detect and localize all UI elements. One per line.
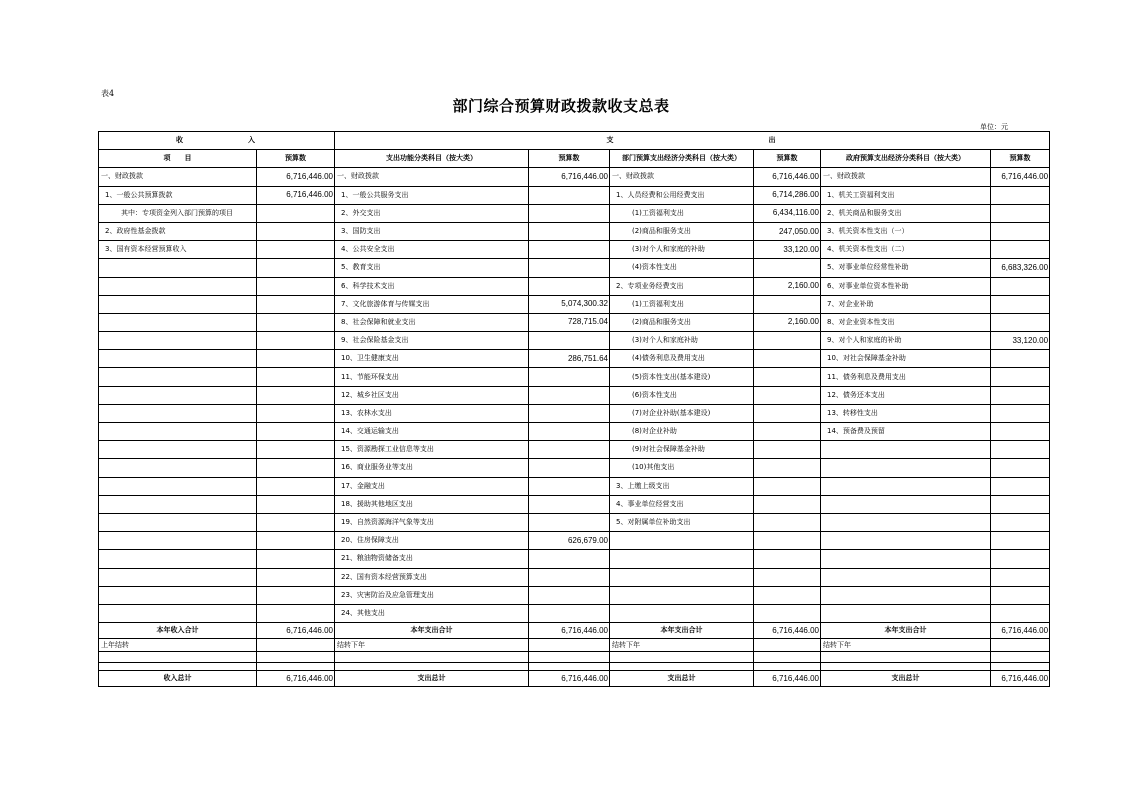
col-header-budget: 预算数 <box>754 150 821 168</box>
col-header-gov-econ: 政府预算支出经济分类科目（按大类） <box>821 150 991 168</box>
gov-econ-budget-cell <box>991 350 1050 368</box>
next-year-carry-label: 结转下年 <box>335 639 529 652</box>
func-item-cell: 4、公共安全支出 <box>335 241 529 259</box>
func-budget-cell <box>529 204 610 222</box>
table-row <box>99 332 1050 350</box>
func-budget-cell <box>529 604 610 622</box>
dept-total-value: 6,716,446.00 <box>754 623 821 639</box>
income-item-cell <box>99 532 257 550</box>
income-item-cell: 3、国有资本经营预算收入 <box>99 241 257 259</box>
dept-econ-budget-cell: 2,160.00 <box>754 313 821 331</box>
income-section-header: 收 入 <box>99 132 335 150</box>
income-budget-cell <box>257 477 335 495</box>
func-budget-cell: 286,751.64 <box>529 350 610 368</box>
func-budget-cell <box>529 586 610 604</box>
gov-econ-item-cell: 10、对社会保障基金补助 <box>821 350 991 368</box>
table-row <box>99 186 1050 204</box>
func-budget-cell <box>529 241 610 259</box>
table-row <box>99 404 1050 422</box>
func-item-cell: 11、节能环保支出 <box>335 368 529 386</box>
unit-label: 单位：元 <box>980 123 1008 131</box>
dept-econ-item-cell: (6)资本性支出 <box>610 386 754 404</box>
dept-econ-item-cell: (10)其他支出 <box>610 459 754 477</box>
col-header-budget: 预算数 <box>257 150 335 168</box>
func-budget-cell: 728,715.04 <box>529 313 610 331</box>
table-row <box>99 423 1050 441</box>
table-row <box>99 222 1050 240</box>
col-header-dept-econ: 部门预算支出经济分类科目（按大类） <box>610 150 754 168</box>
gov-econ-budget-cell <box>991 241 1050 259</box>
dept-econ-item-cell: 5、对附属单位补助支出 <box>610 513 754 531</box>
gov-econ-budget-cell <box>991 186 1050 204</box>
income-item-cell <box>99 477 257 495</box>
table-row <box>99 350 1050 368</box>
income-item-cell: 1、一般公共预算拨款 <box>99 186 257 204</box>
table-number: 表4 <box>101 89 115 98</box>
dept-econ-item-cell: (4)债务利息及费用支出 <box>610 350 754 368</box>
income-item-cell <box>99 332 257 350</box>
func-item-cell: 14、交通运输支出 <box>335 423 529 441</box>
table-row <box>99 368 1050 386</box>
table-row <box>99 204 1050 222</box>
func-budget-cell <box>529 277 610 295</box>
gov-econ-item-cell: 1、机关工资福利支出 <box>821 186 991 204</box>
dept-econ-budget-cell: 247,050.00 <box>754 222 821 240</box>
func-item-cell: 2、外交支出 <box>335 204 529 222</box>
dept-econ-budget-cell <box>754 532 821 550</box>
gov-econ-item-cell: 11、债务利息及费用支出 <box>821 368 991 386</box>
income-budget-cell <box>257 459 335 477</box>
gov-econ-budget-cell <box>991 495 1050 513</box>
func-item-cell: 一、财政拨款 <box>335 168 529 186</box>
gov-econ-item-cell: 12、债务还本支出 <box>821 386 991 404</box>
dept-econ-item-cell: (9)对社会保障基金补助 <box>610 441 754 459</box>
income-item-cell <box>99 386 257 404</box>
dept-econ-budget-cell <box>754 441 821 459</box>
gov-econ-item-cell: 7、对企业补助 <box>821 295 991 313</box>
table-row <box>99 295 1050 313</box>
dept-econ-budget-cell <box>754 332 821 350</box>
table-body <box>99 168 1050 623</box>
gov-econ-budget-cell <box>991 423 1050 441</box>
dept-econ-budget-cell <box>754 477 821 495</box>
dept-econ-budget-cell <box>754 295 821 313</box>
gov-econ-item-cell: 13、转移性支出 <box>821 404 991 422</box>
dept-econ-item-cell <box>610 550 754 568</box>
dept-econ-item-cell: (5)资本性支出(基本建设) <box>610 368 754 386</box>
dept-econ-item-cell: (7)对企业补助(基本建设) <box>610 404 754 422</box>
func-item-cell: 20、住房保障支出 <box>335 532 529 550</box>
income-budget-cell <box>257 495 335 513</box>
blank-row <box>99 652 1050 663</box>
func-item-cell: 10、卫生健康支出 <box>335 350 529 368</box>
gov-econ-budget-cell <box>991 277 1050 295</box>
last-year-carry-label: 上年结转 <box>99 639 257 652</box>
gov-econ-item-cell: 2、机关商品和服务支出 <box>821 204 991 222</box>
func-budget-cell <box>529 386 610 404</box>
gov-grand-total-label: 支出总计 <box>821 671 991 687</box>
func-budget-cell <box>529 513 610 531</box>
income-budget-cell: 6,716,446.00 <box>257 168 335 186</box>
dept-econ-budget-cell <box>754 459 821 477</box>
func-budget-cell <box>529 186 610 204</box>
dept-econ-budget-cell <box>754 368 821 386</box>
income-item-cell <box>99 495 257 513</box>
col-header-func: 支出功能分类科目（按大类） <box>335 150 529 168</box>
gov-econ-item-cell <box>821 441 991 459</box>
empty-cell <box>991 639 1050 652</box>
gov-econ-budget-cell <box>991 222 1050 240</box>
gov-econ-item-cell: 6、对事业单位资本性补助 <box>821 277 991 295</box>
gov-econ-item-cell <box>821 513 991 531</box>
gov-econ-item-cell <box>821 568 991 586</box>
dept-econ-budget-cell <box>754 568 821 586</box>
func-budget-cell <box>529 404 610 422</box>
income-grand-total-label: 收入总计 <box>99 671 257 687</box>
dept-econ-item-cell: (3)对个人和家庭的补助 <box>610 241 754 259</box>
func-budget-cell <box>529 550 610 568</box>
gov-total-label: 本年支出合计 <box>821 623 991 639</box>
income-item-cell <box>99 368 257 386</box>
income-item-cell: 一、财政拨款 <box>99 168 257 186</box>
table-row <box>99 586 1050 604</box>
income-item-cell: 其中：专项资金列入部门预算的项目 <box>99 204 257 222</box>
table-row <box>99 604 1050 622</box>
gov-econ-budget-cell <box>991 368 1050 386</box>
func-item-cell: 18、援助其他地区支出 <box>335 495 529 513</box>
income-grand-total-value: 6,716,446.00 <box>257 671 335 687</box>
page-title: 部门综合预算财政拨款收支总表 <box>452 97 670 115</box>
income-item-cell <box>99 259 257 277</box>
dept-econ-budget-cell <box>754 495 821 513</box>
income-budget-cell <box>257 350 335 368</box>
table-row <box>99 550 1050 568</box>
income-budget-cell <box>257 295 335 313</box>
gov-econ-budget-cell <box>991 404 1050 422</box>
table-row <box>99 386 1050 404</box>
gov-econ-item-cell <box>821 477 991 495</box>
func-item-cell: 22、国有资本经营预算支出 <box>335 568 529 586</box>
dept-econ-item-cell <box>610 568 754 586</box>
empty-cell <box>529 639 610 652</box>
income-total-label: 本年收入合计 <box>99 623 257 639</box>
table-row <box>99 495 1050 513</box>
income-item-cell <box>99 295 257 313</box>
gov-econ-budget-cell <box>991 295 1050 313</box>
func-item-cell: 16、商业服务业等支出 <box>335 459 529 477</box>
func-budget-cell: 6,716,446.00 <box>529 168 610 186</box>
gov-econ-budget-cell <box>991 604 1050 622</box>
dept-econ-budget-cell <box>754 604 821 622</box>
gov-econ-budget-cell <box>991 313 1050 331</box>
table-row <box>99 259 1050 277</box>
col-header-item: 项 目 <box>99 150 257 168</box>
gov-econ-item-cell <box>821 550 991 568</box>
gov-econ-budget-cell <box>991 586 1050 604</box>
func-item-cell: 1、一般公共服务支出 <box>335 186 529 204</box>
col-header-budget: 预算数 <box>991 150 1050 168</box>
dept-econ-budget-cell <box>754 586 821 604</box>
budget-table <box>98 131 1050 687</box>
func-total-label: 本年支出合计 <box>335 623 529 639</box>
func-item-cell: 19、自然资源海洋气象等支出 <box>335 513 529 531</box>
income-budget-cell <box>257 441 335 459</box>
carry-over-row <box>99 639 1050 652</box>
income-budget-cell: 6,716,446.00 <box>257 186 335 204</box>
income-item-cell: 2、政府性基金拨款 <box>99 222 257 240</box>
func-item-cell: 12、城乡社区支出 <box>335 386 529 404</box>
table-row <box>99 168 1050 186</box>
dept-econ-budget-cell: 6,434,116.00 <box>754 204 821 222</box>
gov-econ-item-cell: 5、对事业单位经常性补助 <box>821 259 991 277</box>
func-budget-cell <box>529 368 610 386</box>
func-total-value: 6,716,446.00 <box>529 623 610 639</box>
func-item-cell: 3、国防支出 <box>335 222 529 240</box>
gov-econ-item-cell <box>821 532 991 550</box>
income-item-cell <box>99 423 257 441</box>
dept-econ-budget-cell <box>754 350 821 368</box>
expense-section-header: 支 出 <box>335 132 1050 150</box>
func-item-cell: 7、文化旅游体育与传媒支出 <box>335 295 529 313</box>
dept-grand-total-value: 6,716,446.00 <box>754 671 821 687</box>
dept-econ-budget-cell <box>754 404 821 422</box>
func-budget-cell <box>529 423 610 441</box>
section-header-row <box>99 132 1050 150</box>
dept-econ-item-cell: (1)工资福利支出 <box>610 295 754 313</box>
income-budget-cell <box>257 513 335 531</box>
income-item-cell <box>99 550 257 568</box>
func-item-cell: 5、教育支出 <box>335 259 529 277</box>
dept-econ-item-cell: 1、人员经费和公用经费支出 <box>610 186 754 204</box>
gov-econ-item-cell <box>821 495 991 513</box>
func-budget-cell: 5,074,300.32 <box>529 295 610 313</box>
gov-econ-budget-cell <box>991 204 1050 222</box>
dept-econ-budget-cell: 2,160.00 <box>754 277 821 295</box>
dept-econ-item-cell <box>610 586 754 604</box>
income-budget-cell <box>257 586 335 604</box>
gov-econ-budget-cell <box>991 441 1050 459</box>
func-budget-cell <box>529 477 610 495</box>
income-item-cell <box>99 459 257 477</box>
gov-econ-budget-cell <box>991 568 1050 586</box>
table-row <box>99 513 1050 531</box>
dept-econ-item-cell: (8)对企业补助 <box>610 423 754 441</box>
dept-econ-budget-cell <box>754 513 821 531</box>
func-item-cell: 17、金融支出 <box>335 477 529 495</box>
income-item-cell <box>99 513 257 531</box>
gov-econ-item-cell: 8、对企业资本性支出 <box>821 313 991 331</box>
dept-econ-item-cell: 3、上缴上级支出 <box>610 477 754 495</box>
income-item-cell <box>99 277 257 295</box>
table-row <box>99 459 1050 477</box>
dept-econ-budget-cell <box>754 550 821 568</box>
dept-econ-item-cell: 4、事业单位经营支出 <box>610 495 754 513</box>
dept-econ-item-cell: 2、专项业务经费支出 <box>610 277 754 295</box>
income-budget-cell <box>257 386 335 404</box>
gov-econ-item-cell: 3、机关资本性支出（一） <box>821 222 991 240</box>
income-budget-cell <box>257 550 335 568</box>
table-row <box>99 532 1050 550</box>
dept-econ-budget-cell <box>754 259 821 277</box>
func-grand-total-label: 支出总计 <box>335 671 529 687</box>
empty-cell <box>754 639 821 652</box>
blank-row <box>99 663 1050 671</box>
income-item-cell <box>99 441 257 459</box>
income-budget-cell <box>257 532 335 550</box>
table-row <box>99 441 1050 459</box>
dept-econ-item-cell: (4)资本性支出 <box>610 259 754 277</box>
gov-econ-budget-cell <box>991 532 1050 550</box>
income-total-value: 6,716,446.00 <box>257 623 335 639</box>
grand-total-row <box>99 671 1050 687</box>
income-budget-cell <box>257 277 335 295</box>
income-budget-cell <box>257 568 335 586</box>
income-budget-cell <box>257 259 335 277</box>
func-budget-cell <box>529 495 610 513</box>
income-budget-cell <box>257 604 335 622</box>
dept-econ-budget-cell <box>754 386 821 404</box>
income-budget-cell <box>257 332 335 350</box>
gov-econ-budget-cell <box>991 513 1050 531</box>
func-item-cell: 8、社会保障和就业支出 <box>335 313 529 331</box>
func-budget-cell: 626,679.00 <box>529 532 610 550</box>
gov-econ-budget-cell <box>991 386 1050 404</box>
income-budget-cell <box>257 204 335 222</box>
income-budget-cell <box>257 404 335 422</box>
func-budget-cell <box>529 259 610 277</box>
func-budget-cell <box>529 332 610 350</box>
table-row <box>99 313 1050 331</box>
income-item-cell <box>99 604 257 622</box>
table-row <box>99 277 1050 295</box>
dept-total-label: 本年支出合计 <box>610 623 754 639</box>
func-budget-cell <box>529 459 610 477</box>
gov-econ-budget-cell: 6,683,326.00 <box>991 259 1050 277</box>
empty-cell <box>257 639 335 652</box>
year-total-row <box>99 623 1050 639</box>
dept-econ-budget-cell: 6,714,286.00 <box>754 186 821 204</box>
income-item-cell <box>99 586 257 604</box>
func-item-cell: 23、灾害防治及应急管理支出 <box>335 586 529 604</box>
dept-econ-item-cell: (2)商品和服务支出 <box>610 222 754 240</box>
gov-grand-total-value: 6,716,446.00 <box>991 671 1050 687</box>
dept-econ-item-cell: 一、财政拨款 <box>610 168 754 186</box>
func-item-cell: 13、农林水支出 <box>335 404 529 422</box>
gov-econ-budget-cell <box>991 459 1050 477</box>
table-row <box>99 241 1050 259</box>
dept-econ-item-cell: (1)工资福利支出 <box>610 204 754 222</box>
gov-econ-budget-cell <box>991 477 1050 495</box>
gov-econ-item-cell <box>821 586 991 604</box>
column-header-row <box>99 150 1050 168</box>
gov-econ-budget-cell: 33,120.00 <box>991 332 1050 350</box>
dept-econ-budget-cell: 33,120.00 <box>754 241 821 259</box>
gov-econ-budget-cell <box>991 550 1050 568</box>
gov-econ-item-cell: 4、机关资本性支出（二） <box>821 241 991 259</box>
income-budget-cell <box>257 241 335 259</box>
dept-econ-budget-cell <box>754 423 821 441</box>
func-item-cell: 15、资源勘探工业信息等支出 <box>335 441 529 459</box>
income-budget-cell <box>257 423 335 441</box>
income-budget-cell <box>257 222 335 240</box>
func-budget-cell <box>529 441 610 459</box>
dept-econ-budget-cell: 6,716,446.00 <box>754 168 821 186</box>
func-item-cell: 9、社会保险基金支出 <box>335 332 529 350</box>
func-item-cell: 24、其他支出 <box>335 604 529 622</box>
next-year-carry-label: 结转下年 <box>821 639 991 652</box>
func-item-cell: 6、科学技术支出 <box>335 277 529 295</box>
gov-econ-budget-cell: 6,716,446.00 <box>991 168 1050 186</box>
func-budget-cell <box>529 222 610 240</box>
gov-econ-item-cell: 9、对个人和家庭的补助 <box>821 332 991 350</box>
income-budget-cell <box>257 368 335 386</box>
income-item-cell <box>99 313 257 331</box>
gov-econ-item-cell: 一、财政拨款 <box>821 168 991 186</box>
income-item-cell <box>99 350 257 368</box>
func-item-cell: 21、粮油物资储备支出 <box>335 550 529 568</box>
dept-econ-item-cell <box>610 604 754 622</box>
dept-econ-item-cell: (2)商品和服务支出 <box>610 313 754 331</box>
next-year-carry-label: 结转下年 <box>610 639 754 652</box>
gov-total-value: 6,716,446.00 <box>991 623 1050 639</box>
income-item-cell <box>99 568 257 586</box>
dept-econ-item-cell: (3)对个人和家庭补助 <box>610 332 754 350</box>
gov-econ-item-cell <box>821 604 991 622</box>
dept-grand-total-label: 支出总计 <box>610 671 754 687</box>
func-budget-cell <box>529 568 610 586</box>
dept-econ-item-cell <box>610 532 754 550</box>
income-budget-cell <box>257 313 335 331</box>
gov-econ-item-cell: 14、预备费及预留 <box>821 423 991 441</box>
income-item-cell <box>99 404 257 422</box>
func-grand-total-value: 6,716,446.00 <box>529 671 610 687</box>
col-header-budget: 预算数 <box>529 150 610 168</box>
table-row <box>99 477 1050 495</box>
gov-econ-item-cell <box>821 459 991 477</box>
table-row <box>99 568 1050 586</box>
